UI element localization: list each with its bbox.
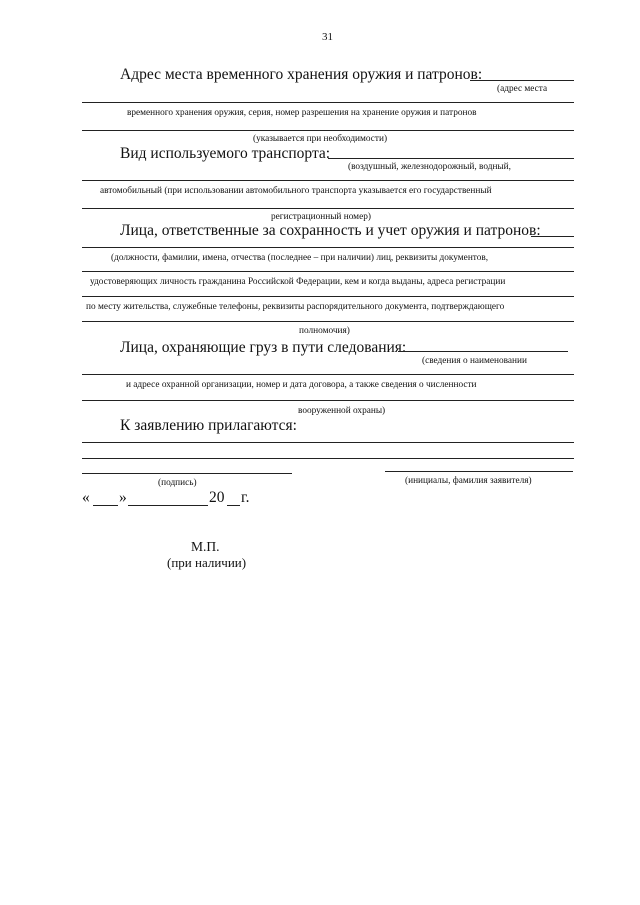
date-year-line[interactable] [227,505,240,506]
responsible-label: Лица, ответственные за сохранность и учет оружия и патронов: [120,222,541,239]
transport-hint-2: автомобильный (при использовании автомобильного транспорта указывается его государственный [100,186,492,196]
applicant-name-caption: (инициалы, фамилия заявителя) [405,476,532,486]
attachments-line-1[interactable] [82,442,574,443]
attachments-line-2[interactable] [82,458,574,459]
responsible-line-2[interactable] [82,271,574,272]
responsible-field-line[interactable] [531,236,574,237]
storage-hint-1: (адрес места [497,84,548,94]
storage-line-1[interactable] [82,102,574,103]
signature-line[interactable] [82,473,292,474]
transport-hint-3: регистрационный номер) [271,212,371,222]
date-month-line[interactable] [128,505,208,506]
transport-line-2[interactable] [82,208,574,209]
guards-field-line[interactable] [398,351,568,352]
storage-address-field-line[interactable] [470,80,574,81]
responsible-hint-1: (должности, фамилии, имена, отчества (последнее – при наличии) лиц, реквизиты документов, [111,253,489,263]
responsible-line-3[interactable] [82,296,574,297]
date-day-line[interactable] [93,505,118,506]
responsible-line-4[interactable] [82,321,574,322]
attachments-label: К заявлению прилагаются: [120,417,297,434]
transport-line-1[interactable] [82,180,574,181]
date-year-suffix: г. [241,489,250,506]
storage-line-2[interactable] [82,130,574,131]
transport-hint-1: (воздушный, железнодорожный, водный, [348,162,511,172]
responsible-hint-4: полномочия) [299,326,350,336]
signature-caption: (подпись) [158,478,197,488]
guards-hint-1: (сведения о наименовании [422,356,527,366]
storage-hint-2: временного хранения оружия, серия, номер разрешения на хранение оружия и патронов [127,108,477,118]
guards-line-2[interactable] [82,400,574,401]
guards-label: Лица, охраняющие груз в пути следования: [120,339,407,356]
responsible-hint-3: по месту жительства, служебные телефоны, реквизиты распорядительного документа, подтверждающего [86,302,505,312]
transport-field-line[interactable] [328,158,574,159]
storage-address-label: Адрес места временного хранения оружия и патронов: [120,66,483,83]
date-year-prefix: 20 [209,489,225,506]
stamp-label: М.П. [191,539,220,554]
guards-hint-2: и адресе охранной организации, номер и дата договора, а также сведения о численности [126,380,477,390]
responsible-hint-2: удостоверяющих личность гражданина Российской Федерации, кем и когда выданы, адреса регистрации [90,277,506,287]
date-open-quote: « [82,489,90,506]
guards-hint-3: вооруженной охраны) [298,406,386,416]
responsible-line-1[interactable] [82,247,574,248]
applicant-name-line[interactable] [385,471,573,472]
date-close-quote: » [119,489,127,506]
stamp-note: (при наличии) [167,555,247,570]
guards-line-1[interactable] [82,374,574,375]
page-number: 31 [322,31,333,43]
transport-label: Вид используемого транспорта: [120,145,331,162]
storage-hint-3: (указывается при необходимости) [253,134,388,144]
